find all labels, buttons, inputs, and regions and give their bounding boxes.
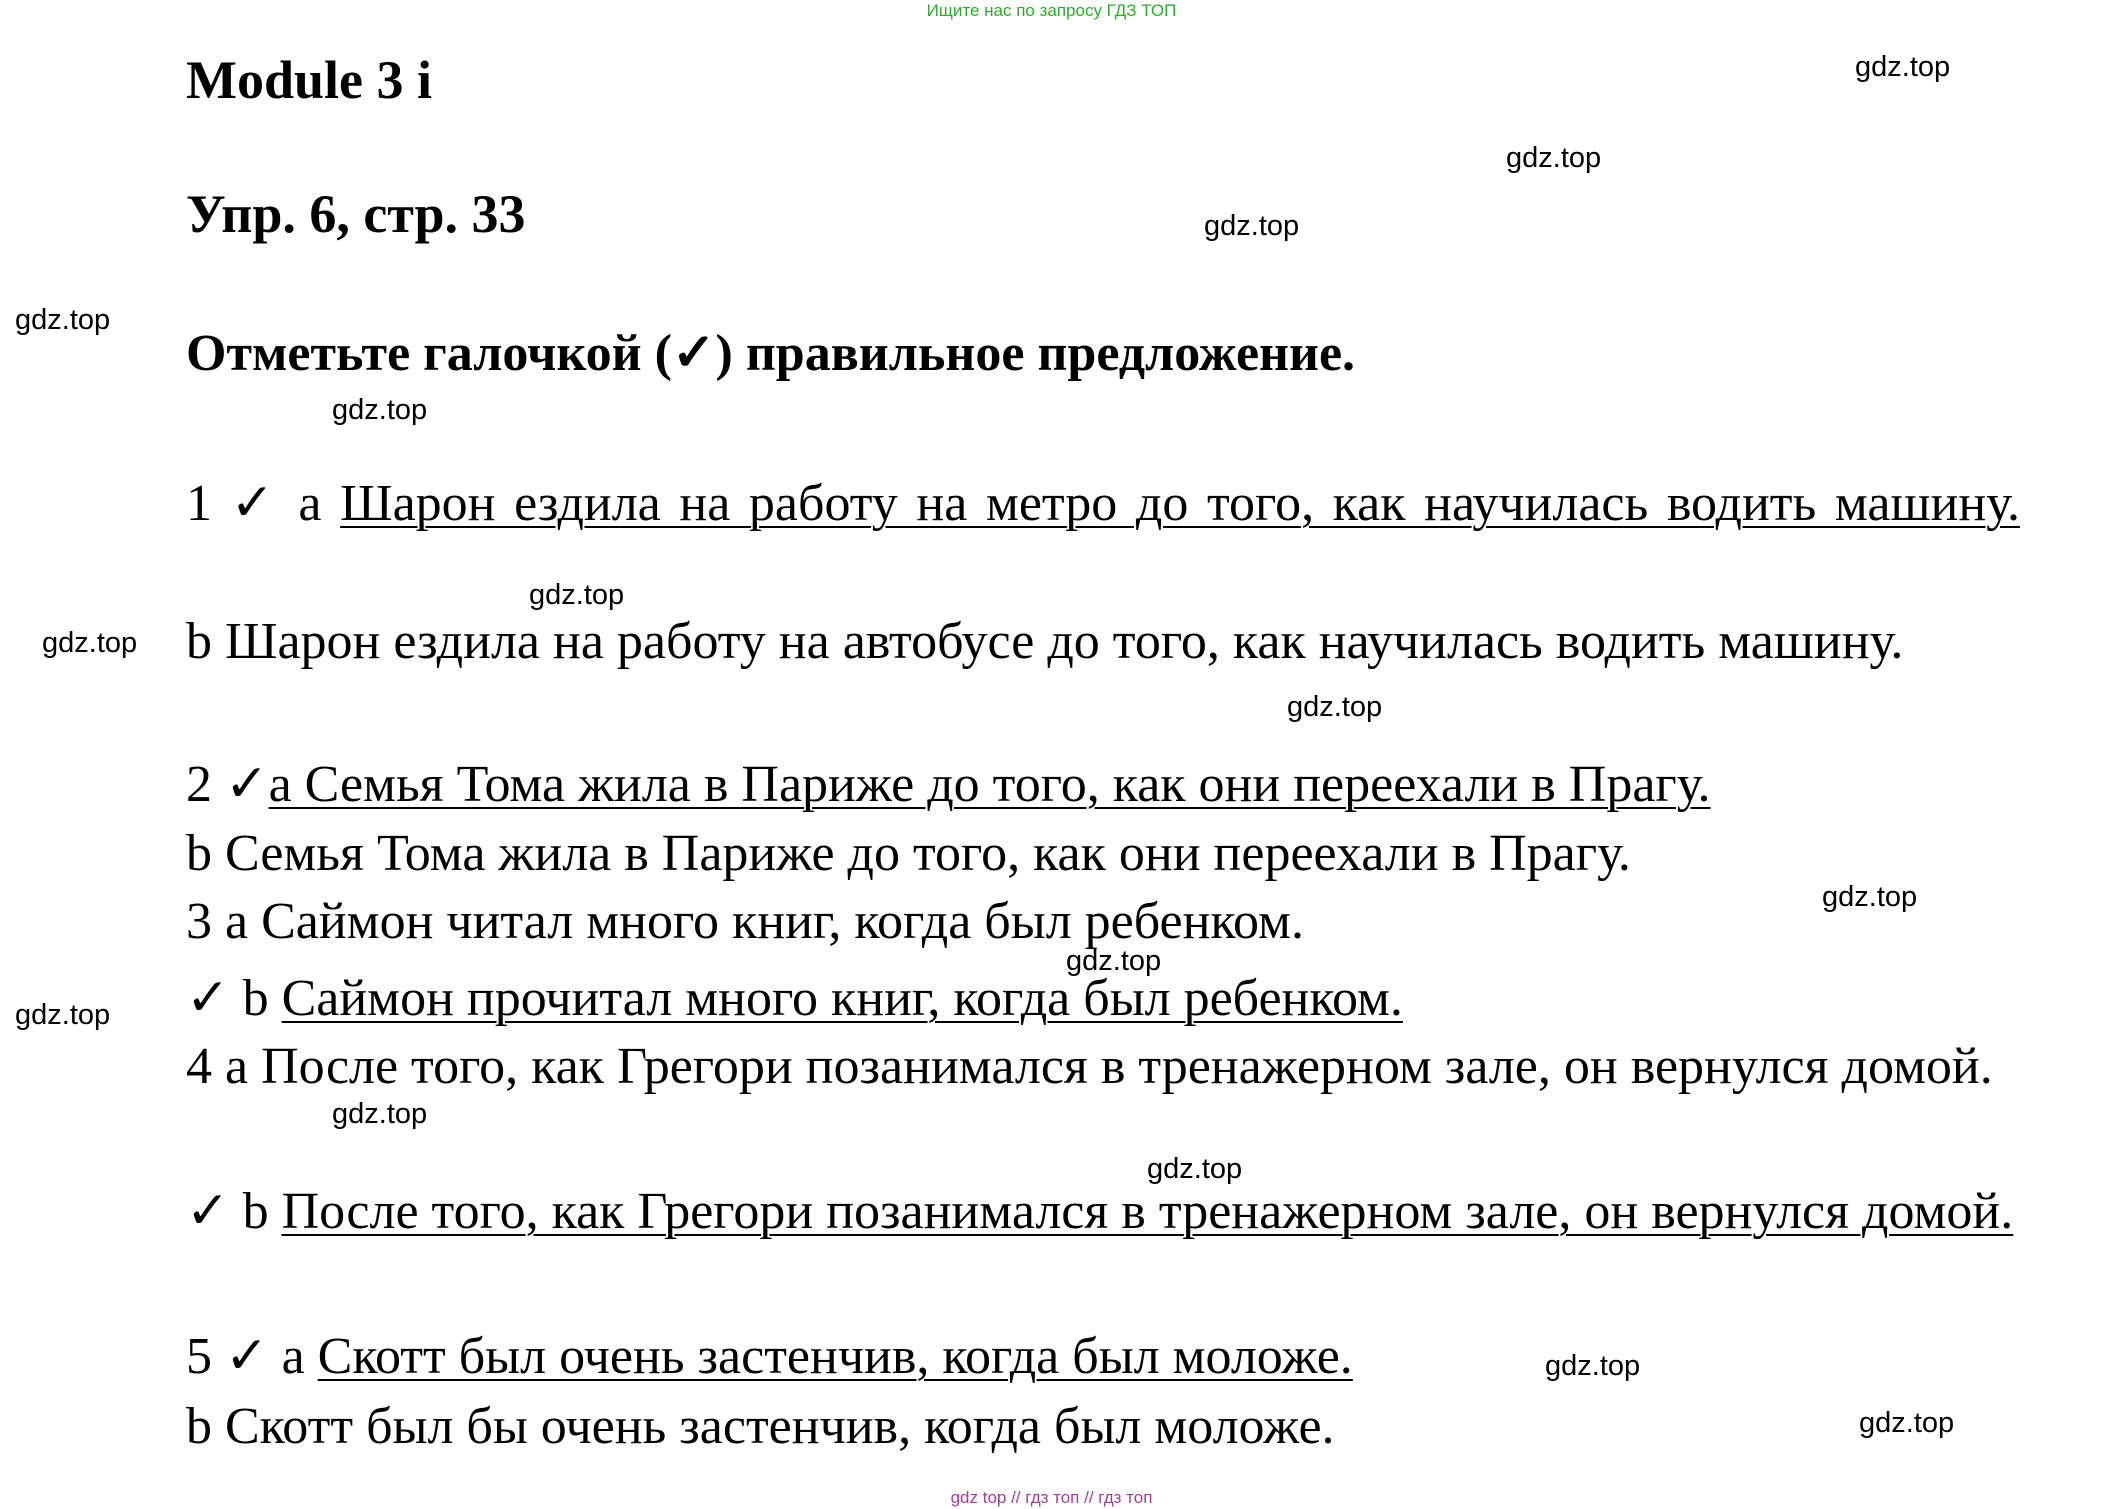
item-2a (67, 750, 2020, 819)
item-3a (67, 887, 2020, 956)
item-prefix: 4 a (186, 1038, 262, 1095)
watermark: gdz.top (332, 394, 428, 426)
item-prefix: b (186, 613, 225, 670)
item-3b (67, 964, 2020, 1033)
item-5b (67, 1392, 2020, 1461)
watermark: gdz.top (1287, 691, 1383, 723)
footer-links[interactable]: gdz top // гдз топ // гдз топ (950, 1488, 1153, 1507)
item-text: a Семья Тома жила в Париже до того, как они переехали в Прагу. (268, 756, 1711, 813)
item-4a (67, 1032, 2020, 1101)
watermark: gdz.top (1855, 51, 1951, 83)
watermark: gdz.top (42, 627, 138, 659)
item-text: Скотт был бы очень застенчив, когда был моложе. (225, 1398, 1335, 1455)
item-text: Семья Тома жила в Париже до того, как они переехали в Прагу. (225, 825, 1631, 882)
item-text: Шарон ездила на работу на автобусе до того, как научилась водить машину. (225, 613, 1904, 670)
instruction: Отметьте галочкой (✓) правильное предложение. (186, 325, 1356, 382)
item-1b (67, 607, 2020, 676)
watermark: gdz.top (1822, 881, 1918, 913)
watermark: gdz.top (15, 304, 111, 336)
item-prefix: b (186, 825, 225, 882)
item-prefix: 3 a (186, 893, 262, 950)
item-prefix: ✓ b (186, 1183, 282, 1240)
module-title: Module 3 i (186, 50, 433, 110)
item-prefix: 1 ✓ a (186, 475, 341, 532)
watermark: gdz.top (332, 1098, 428, 1130)
item-text: Саймон читал много книг, когда был ребенком. (261, 893, 1304, 950)
item-prefix: b (186, 1398, 225, 1455)
watermark: gdz.top (1859, 1407, 1955, 1439)
item-2b (67, 819, 2020, 888)
watermark: gdz.top (529, 579, 625, 611)
watermark: gdz.top (1545, 1350, 1641, 1382)
item-text: Скотт был очень застенчив, когда был моложе. (317, 1328, 1353, 1385)
item-text: Саймон прочитал много книг, когда был ребенком. (281, 970, 1403, 1027)
watermark: gdz.top (1147, 1153, 1243, 1185)
item-4b (67, 1177, 2020, 1246)
exercise-title: Упр. 6, стр. 33 (186, 184, 526, 244)
item-5a (67, 1322, 2020, 1391)
item-text: После того, как Грегори позанимался в тренажерном зале, он вернулся домой. (281, 1183, 2014, 1240)
watermark: gdz.top (1506, 142, 1602, 174)
top-banner: Ищите нас по запросу ГДЗ ТОП (926, 1, 1177, 20)
watermark: gdz.top (1066, 945, 1162, 977)
watermark: gdz.top (1204, 210, 1300, 242)
item-prefix: ✓ b (186, 970, 282, 1027)
item-text: Шарон ездила на работу на метро до того, как научилась водить машину. (340, 475, 2020, 532)
item-prefix: 5 ✓ a (186, 1328, 318, 1385)
watermark: gdz.top (15, 999, 111, 1031)
item-prefix: 2 ✓ (186, 756, 269, 813)
item-text: После того, как Грегори позанимался в тренажерном зале, он вернулся домой. (261, 1038, 1993, 1095)
item-1a (67, 469, 2020, 538)
